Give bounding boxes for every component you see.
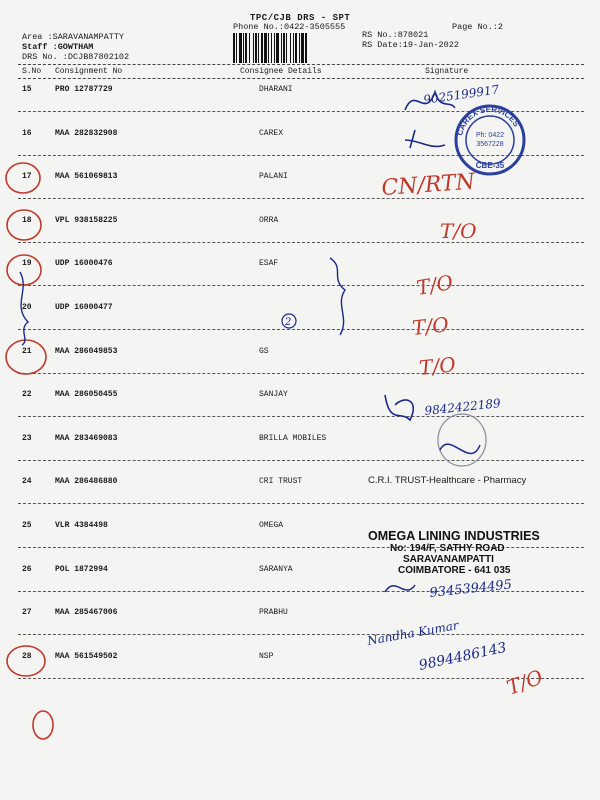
row-consignee: CAREX [259,128,284,138]
omega-stamp-address1: No: 194/F, SATHY ROAD [390,543,505,554]
row-sno: 22 [22,390,32,400]
row-consignee: ESAF [259,259,279,269]
omega-stamp-address3: COIMBATORE - 641 035 [398,565,511,576]
omega-stamp-name: OMEGA LINING INDUSTRIES [368,529,540,543]
carex-stamp-name: CAREX SERVICES [455,104,521,137]
row-consignee: SARANYA [259,564,293,574]
hand-phone-row27: 9894486143 [417,639,508,674]
row-consignee: PRABHU [259,608,288,618]
carex-stamp-phone: Ph: 0422 [475,132,505,139]
sheet-title: TPC/CJB DRS - SPT [250,13,351,23]
row-consignment: MAA 286050455 [55,390,118,400]
row-consignee: GS [259,346,269,356]
carex-stamp [455,105,524,174]
row-sno: 21 [22,346,32,356]
hand-phone-row26: 9345394495 [428,577,513,601]
col-consignee: Consignee Details [240,67,322,76]
signature-row22 [385,395,413,420]
hand-rto-row18: T/O [440,219,477,243]
row-sno: 16 [22,128,32,138]
row-consignment: MAA 282832908 [55,128,118,138]
row-sno: 23 [22,433,32,443]
col-consignment: Consignment No [55,67,123,76]
row-consignee: OMEGA [259,521,284,530]
hand-rto-row20: T/O [411,312,450,340]
row-consignment: VLR 4384498 [55,521,108,530]
faded-stamp-row23 [438,414,486,466]
phone-number: Phone No.:0422-3505555 [233,22,346,32]
row-sno: 18 [22,215,32,225]
signature-row16 [405,130,445,148]
col-sno: S.No [22,67,42,76]
signature-row23 [440,444,480,453]
cri-stamp: C.R.I. TRUST-Healthcare - Pharmacy [368,475,527,486]
row-consignment: MAA 561069813 [55,172,118,182]
hand-rto-row21: T/O [418,352,457,380]
row-sno: 19 [22,259,32,269]
rs-number: RS No.:878021 [362,30,429,40]
rs-date: RS Date:19-Jan-2022 [362,40,459,50]
row-sno: 28 [22,651,32,661]
row-sno: 20 [22,303,32,312]
row-consignee: SANJAY [259,390,288,400]
row-sno: 17 [22,172,32,182]
row-consignment: PRO 12787729 [55,85,113,94]
row-consignee: DHARANI [259,85,293,94]
row-sno: 26 [22,564,32,574]
row-consignment: MAA 285467006 [55,608,118,618]
signature-row26 [385,585,415,592]
hand-mark-row20: 2 [285,317,292,328]
carex-stamp-code: CBE-35 [475,161,505,170]
omega-stamp [368,529,540,576]
hand-rto-row19: T/O [414,269,455,300]
hand-phone-row22: 9842422189 [423,396,502,418]
hand-rto-row28: T/O [503,664,546,700]
hand-cn-rtn: CN/RTN [380,169,476,201]
row-sno: 15 [22,85,32,94]
row20-scribble [20,272,28,345]
row-consignment: POL 1872994 [55,564,108,574]
row-consignee: CRI TRUST [259,477,303,487]
row-sno: 25 [22,521,32,530]
row-sno: 27 [22,608,32,618]
row-consignment: MAA 561549502 [55,651,118,661]
col-signature: Signature [425,67,469,76]
omega-stamp-address2: SARAVANAMPATTI [403,554,494,565]
drs-number: DRS No. :DCJB87802102 [22,52,130,62]
hand-name-row27: Nandha Kumar [366,618,460,648]
row-consignee: ORRA [259,215,279,225]
carex-stamp-number: 3567228 [476,141,504,148]
row-consignment: VPL 938158225 [55,215,118,225]
row-sno: 24 [22,477,32,487]
row-consignment: UDP 16000477 [55,303,113,312]
row-consignee: NSP [259,651,274,661]
red-circle-marks [6,163,53,739]
hand-phone-row15: 9025199917 [422,82,501,107]
row-consignment: MAA 286049853 [55,346,118,356]
row-consignment: UDP 16000476 [55,259,113,269]
page-number: Page No.:2 [452,22,504,32]
row-consignment: MAA 286486880 [55,477,118,487]
staff-label: Staff :GOWTHAM [22,42,94,52]
row-consignee: PALANI [259,172,288,182]
area-label: Area :SARAVANAMPATTY [22,32,125,42]
row-consignee: BRILLA MOBILES [259,433,327,443]
row19-bracket [330,258,345,335]
row-consignment: MAA 283469083 [55,433,118,443]
